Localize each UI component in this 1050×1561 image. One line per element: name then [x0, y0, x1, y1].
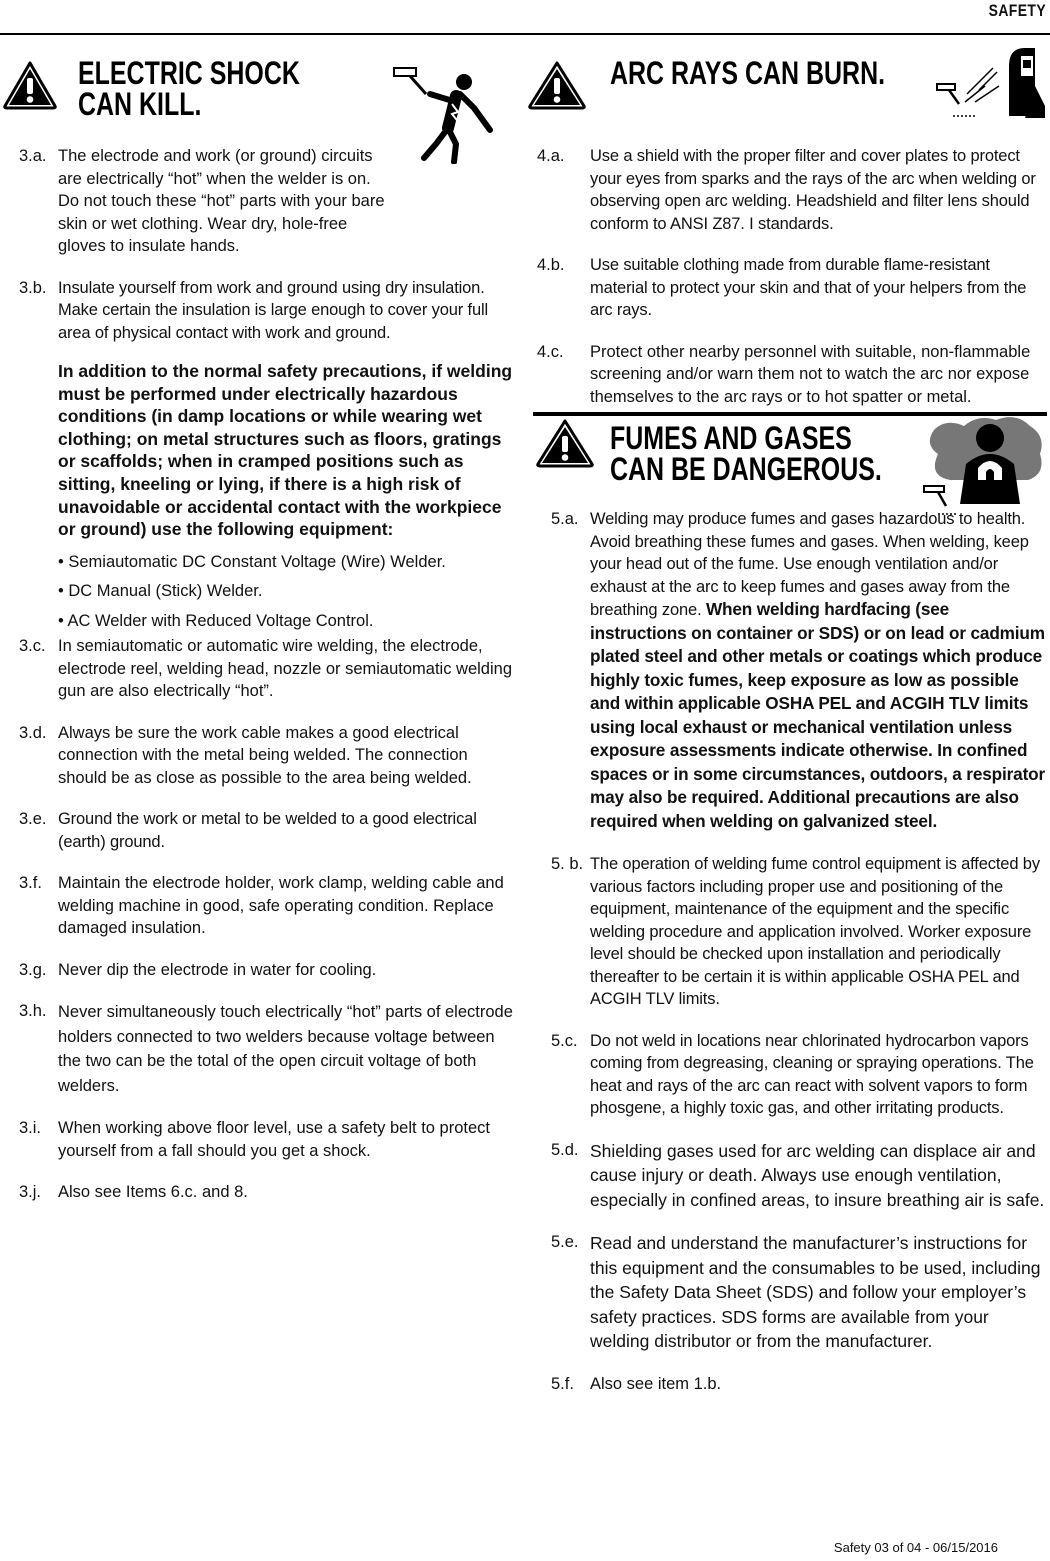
item-text: Also see Items 6.c. and 8.: [58, 1183, 248, 1202]
item-number: 3.a.: [19, 147, 47, 165]
electric-shock-title-line2: CAN KILL.: [78, 86, 202, 122]
item-text: Do not weld in locations near chlorinated hydrocarbon vapors coming from degreasing, cleaning or spraying operations. The heat and rays of the arc can react with solvent vapors to form phosgene, a highly toxic gas, and other irritating products.: [590, 1031, 1034, 1117]
fumes-gases-title-line2: CAN BE DANGEROUS.: [610, 451, 882, 487]
list-item: • DC Manual (Stick) Welder.: [58, 582, 263, 601]
warning-triangle-icon: [527, 60, 587, 110]
list-item: [19, 872, 517, 940]
item-text: Use a shield with the proper filter and cover plates to protect your eyes from sparks and the rays of the arc when welding or observing open arc welding. Headshield and filter lens should conform to ANSI Z87. I standards.: [590, 147, 1036, 233]
item-number: 3.c.: [19, 637, 46, 656]
list-item: [19, 277, 517, 345]
list-item: [19, 722, 517, 790]
fumes-gases-title: [610, 420, 882, 487]
item-text: The operation of welding fume control equipment is affected by various factors including proper use and positioning of the equipment, maintenance of the equipment and the specific welding procedure and application involved. Worker exposure level should be checked upon installation and periodically thereafter to be certain it is within applicable OSHA PEL and ACGIH TLV limits.: [590, 855, 1040, 1008]
list-item: [551, 1373, 1047, 1396]
list-item: [19, 635, 517, 703]
warning-triangle-icon: [2, 60, 58, 110]
electric-shock-title-line1: ELECTRIC SHOCK: [78, 55, 300, 91]
item-number: 5.e.: [551, 1233, 579, 1251]
item-text: Use suitable clothing made from durable flame-resistant material to protect your skin and that of your helpers from the arc rays.: [590, 256, 1027, 319]
warning-triangle-icon: [535, 418, 595, 468]
electric-shock-title: [78, 55, 300, 122]
item-text: When working above floor level, use a safety belt to protect yourself from a fall should you get a shock.: [58, 1119, 490, 1160]
fumes-welder-icon: [920, 414, 1048, 518]
list-item: [537, 341, 1047, 409]
list-item: [551, 508, 1047, 833]
arc-rays-column: [537, 145, 1047, 427]
item-text: Shielding gases used for arc welding can displace air and cause injury or death. Always use enough ventilation, especially in confined areas, to insure breathing air is safe.: [590, 1140, 1045, 1210]
item-number: 3.h.: [19, 1002, 47, 1021]
fumes-gases-column: [551, 508, 1047, 1414]
item-text: Never dip the electrode in water for cooling.: [58, 960, 377, 979]
list-item: [19, 808, 517, 853]
item-text: Insulate yourself from work and ground using dry insulation. Make certain the insulation is large enough to cover your full area of physical contact with work and ground.: [58, 278, 489, 342]
item-number: 5. b.: [551, 855, 584, 873]
item-text: Never simultaneously touch electrically “hot” parts of electrode holders connected to two welders because voltage between the two can be the total of the open circuit voltage of both welders.: [58, 1003, 513, 1095]
list-item: [19, 1181, 517, 1204]
item-number: 5.a.: [551, 510, 579, 528]
list-item: [537, 254, 1047, 322]
list-item: [19, 959, 517, 982]
header-divider: [0, 33, 1050, 35]
list-item: [551, 1139, 1047, 1213]
item-number: 3.i.: [19, 1119, 42, 1138]
item-number: 3.b.: [19, 278, 47, 297]
list-item: • Semiautomatic DC Constant Voltage (Wire) Welder.: [58, 552, 446, 571]
item-number: 4.c.: [537, 342, 564, 361]
item-number: 3.e.: [19, 810, 47, 829]
item-text: Maintain the electrode holder, work clamp, welding cable and welding machine in good, safe operating condition. Replace damaged insulation.: [58, 874, 504, 938]
item-text: Protect other nearby personnel with suitable, non-flammable screening and/or warn them not to watch the arc nor expose themselves to the arc rays or to hot spatter or metal.: [590, 342, 1031, 406]
item-number: 4.a.: [537, 147, 565, 165]
equipment-list: [19, 551, 517, 633]
item-number: 3.g.: [19, 960, 47, 979]
arc-rays-title: ARC RAYS CAN BURN.: [610, 55, 886, 91]
list-item: [537, 145, 1047, 235]
list-item: [551, 853, 1047, 1011]
item-text: Also see item 1.b.: [590, 1374, 722, 1393]
page-footer: Safety 03 of 04 - 06/15/2016: [833, 1540, 998, 1555]
item-number: 5.d.: [551, 1140, 579, 1159]
item-text: The electrode and work (or ground) circuits are electrically “hot” when the welder is on. Do not touch these “hot” parts with your bare skin or wet clothing. Wear dry, hole-free gloves to insulate hands.: [58, 147, 385, 255]
item-text: Always be sure the work cable makes a good electrical connection with the metal being welded. The connection should be as close as possible to the area being welded.: [58, 723, 472, 787]
item-text: In semiautomatic or automatic wire welding, the electrode, electrode reel, welding head, nozzle or semiautomatic welding gun are also electrically “hot”.: [58, 637, 512, 701]
item-number: 5.f.: [551, 1374, 574, 1393]
item-text: Welding may produce fumes and gases hazardous to health. Avoid breathing these fumes and gases. When welding, keep your head out of the fume. Use enough ventilation and/or exhaust at the arc to keep fumes and gases away from the breathing zone.: [590, 510, 1029, 619]
item-text: Read and understand the manufacturer’s instructions for this equipment and the consumables to be used, including the Safety Data Sheet (SDS) and follow your employer’s safety practices. SDS forms are available from your welding distributor or from the manufacturer.: [590, 1233, 1041, 1351]
item-number: 3.j.: [19, 1183, 42, 1202]
item-number: 4.b.: [537, 256, 565, 274]
list-item: [551, 1231, 1047, 1354]
arc-rays-welder-icon: [935, 46, 1047, 118]
list-item: [19, 145, 517, 258]
fumes-gases-title-line1: FUMES AND GASES: [610, 420, 852, 456]
list-item: [19, 1117, 517, 1162]
list-item: • AC Welder with Reduced Voltage Control.: [58, 611, 374, 630]
list-item: [19, 1000, 517, 1098]
item-number: 5.c.: [551, 1031, 578, 1050]
list-item: [551, 1030, 1047, 1120]
item-text: Ground the work or metal to be welded to a good electrical (earth) ground.: [58, 810, 477, 851]
hardfacing-warning: When welding hardfacing (see instructions on container or SDS) or on lead or cadmium plated steel and other metals or coatings which produce highly toxic fumes, keep exposure as low as possible and within applicable OSHA PEL and ACGIH TLV limits using local exhaust or mechanical ventilation unless exposure assessments indicate otherwise. In confined spaces or in some circumstances, outdoors, a respirator may also be required. Additional precautions are also required when welding on galvanized steel.: [590, 599, 1046, 831]
item-number: 3.d.: [19, 723, 47, 742]
page-header-title: SAFETY: [988, 1, 1046, 20]
hazardous-conditions-notice: In addition to the normal safety precautions, if welding must be performed under electrically hazardous conditions (in damp locations or while wearing wet clothing; on metal structures such as floors, gratings or scaffolds; when in cramped positions such as sitting, kneeling or lying, if there is a high risk of unavoidable or accidental contact with the workpiece or ground) use the following equipment:: [58, 361, 513, 540]
item-number: 3.f.: [19, 874, 42, 893]
electric-shock-column: [19, 145, 517, 1223]
